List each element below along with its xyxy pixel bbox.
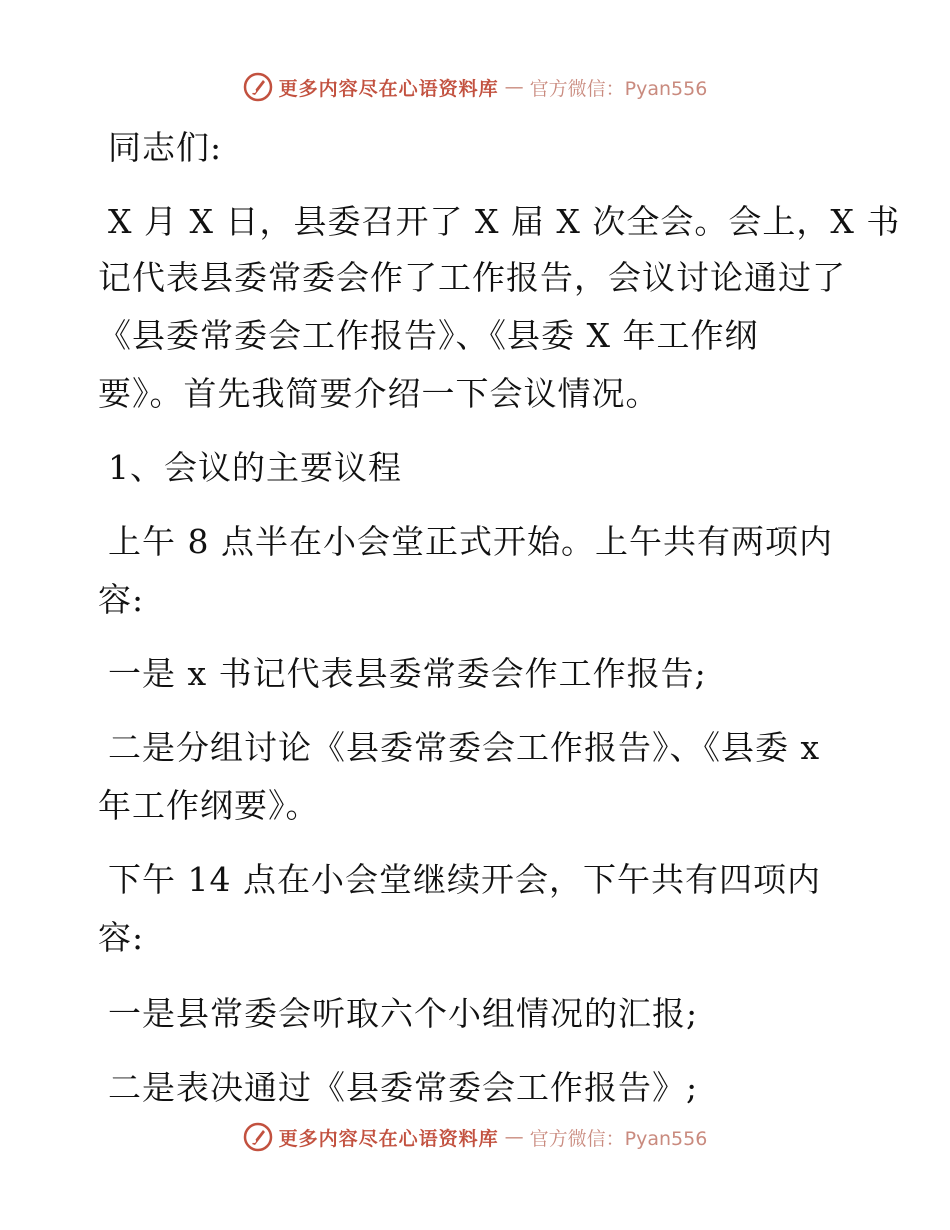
watermark-dash: — xyxy=(504,76,524,98)
paragraph-3-line-1: 下午 14 点在小会堂继续开会，下午共有四项内 xyxy=(108,860,821,899)
list-item-4: 二是表决通过《县委常委会工作报告》; xyxy=(108,1068,699,1107)
paragraph-1-line-2: 记代表县委常委会作了工作报告，会议讨论通过了 xyxy=(98,258,846,297)
paragraph-3-line-2: 容: xyxy=(98,918,145,957)
paragraph-1-line-1: X 月 X 日，县委召开了 X 届 X 次全会。会上，X 书 xyxy=(108,202,901,241)
list-item-2-line-2: 年工作纲要》。 xyxy=(98,786,320,825)
list-item-2-line-1: 二是分组讨论《县委常委会工作报告》、《县委 x xyxy=(108,728,821,767)
list-item-1: 一是 x 书记代表县委常委会作工作报告; xyxy=(108,654,707,693)
watermark-suffix: 官方微信：Pyan556 xyxy=(529,77,708,100)
paragraph-1-line-4: 要》。首先我简要介绍一下会议情况。 xyxy=(98,374,660,413)
footer-watermark xyxy=(0,1122,950,1152)
paragraph-2-line-1: 上午 8 点半在小会堂正式开始。上午共有两项内 xyxy=(108,522,833,561)
watermark-main-text: 更多内容尽在心语资料库 xyxy=(278,1127,499,1150)
salutation: 同志们: xyxy=(108,128,223,167)
paragraph-2-line-2: 容: xyxy=(98,580,145,619)
section-heading-agenda: 1、会议的主要议程 xyxy=(108,448,402,487)
list-item-3: 一是县常委会听取六个小组情况的汇报; xyxy=(108,994,699,1033)
watermark-dash: — xyxy=(504,1126,524,1148)
quill-logo-icon xyxy=(243,1122,273,1152)
paragraph-1-line-3: 《县委常委会工作报告》、《县委 X 年工作纲 xyxy=(98,316,759,355)
watermark-suffix: 官方微信：Pyan556 xyxy=(529,1127,708,1150)
watermark-main-text: 更多内容尽在心语资料库 xyxy=(278,77,499,100)
